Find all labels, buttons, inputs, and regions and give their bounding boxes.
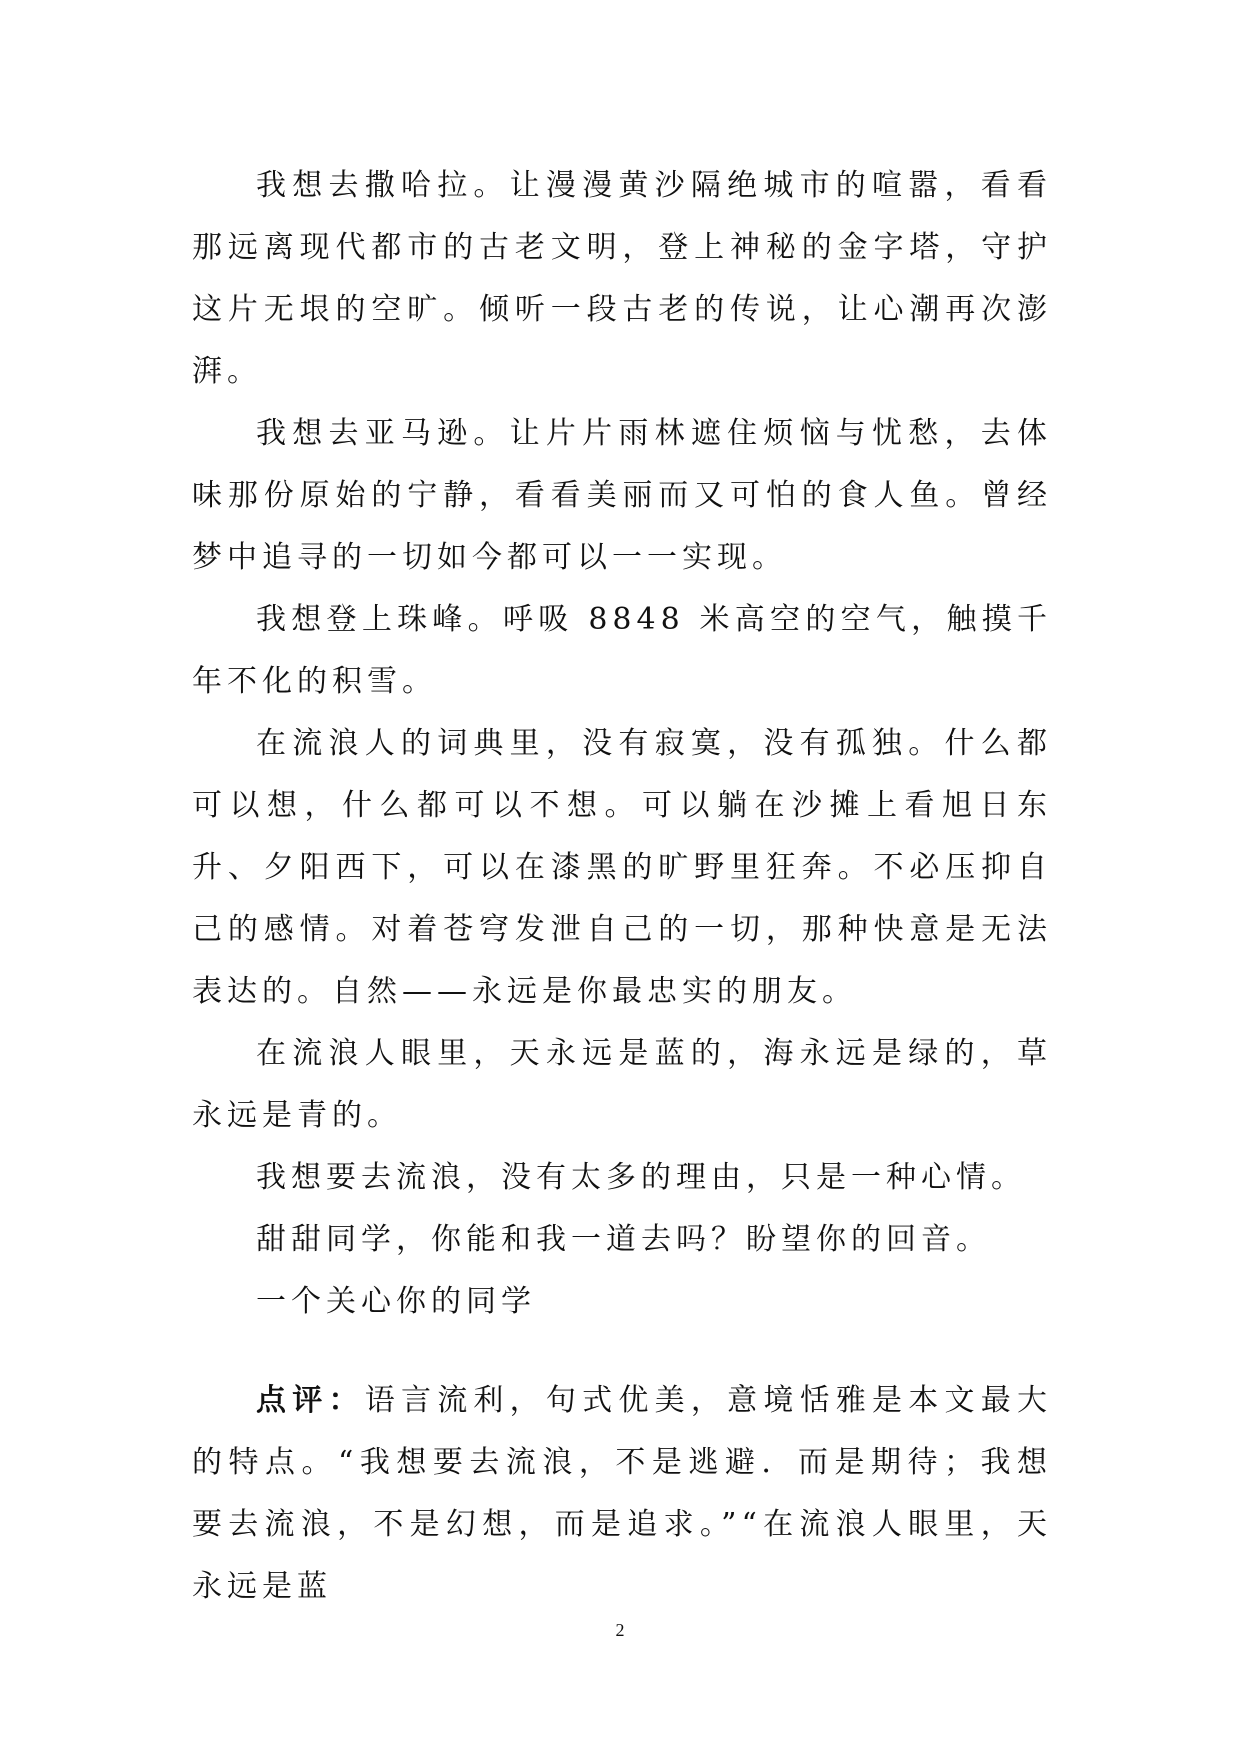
comment-section xyxy=(192,1370,1052,1618)
paragraph-wanderer-eyes: 在流浪人眼里，天永远是蓝的，海永远是绿的，草永远是青的。 xyxy=(192,1036,1052,1133)
paragraph-reason: 我想要去流浪，没有太多的理由，只是一种心情。 xyxy=(256,1160,1026,1195)
paragraph-wanderer-dictionary: 在流浪人的词典里，没有寂寞，没有孤独。什么都可以想，什么都可以不想。可以躺在沙摊上看旭日东升、夕阳西下，可以在漆黑的旷野里狂奔。不必压抑自己的感情。对着苍穹发泄自己的一切，那种快意是无法表达的。自然——永远是你最忠实的朋友。 xyxy=(192,726,1052,1009)
signature: 一个关心你的同学 xyxy=(256,1284,536,1319)
comment-text: 语言流利，句式优美，意境恬雅是本文最大的特点。“我想要去流浪，不是逃避．而是期待；我想要去流浪，不是幻想，而是追求。”“在流浪人眼里，天永远是蓝 xyxy=(192,1383,1053,1604)
paragraph-everest: 我想登上珠峰。呼吸 8848 米高空的空气，触摸千年不化的积雪。 xyxy=(192,602,1052,699)
letter-body xyxy=(192,155,1052,1333)
page-number: 2 xyxy=(615,1620,625,1640)
comment-paragraph xyxy=(192,1370,1052,1618)
comment-label: 点评： xyxy=(256,1383,365,1418)
paragraph-amazon: 我想去亚马逊。让片片雨林遮住烦恼与忧愁，去体味那份原始的宁静，看看美丽而又可怕的食人鱼。曾经梦中追寻的一切如今都可以一一实现。 xyxy=(192,416,1052,575)
paragraph-sahara: 我想去撒哈拉。让漫漫黄沙隔绝城市的喧嚣，看看那远离现代都市的古老文明，登上神秘的金字塔，守护这片无垠的空旷。倾听一段古老的传说，让心潮再次澎湃。 xyxy=(192,168,1052,389)
paragraph-invitation: 甜甜同学，你能和我一道去吗？盼望你的回音。 xyxy=(256,1222,991,1257)
